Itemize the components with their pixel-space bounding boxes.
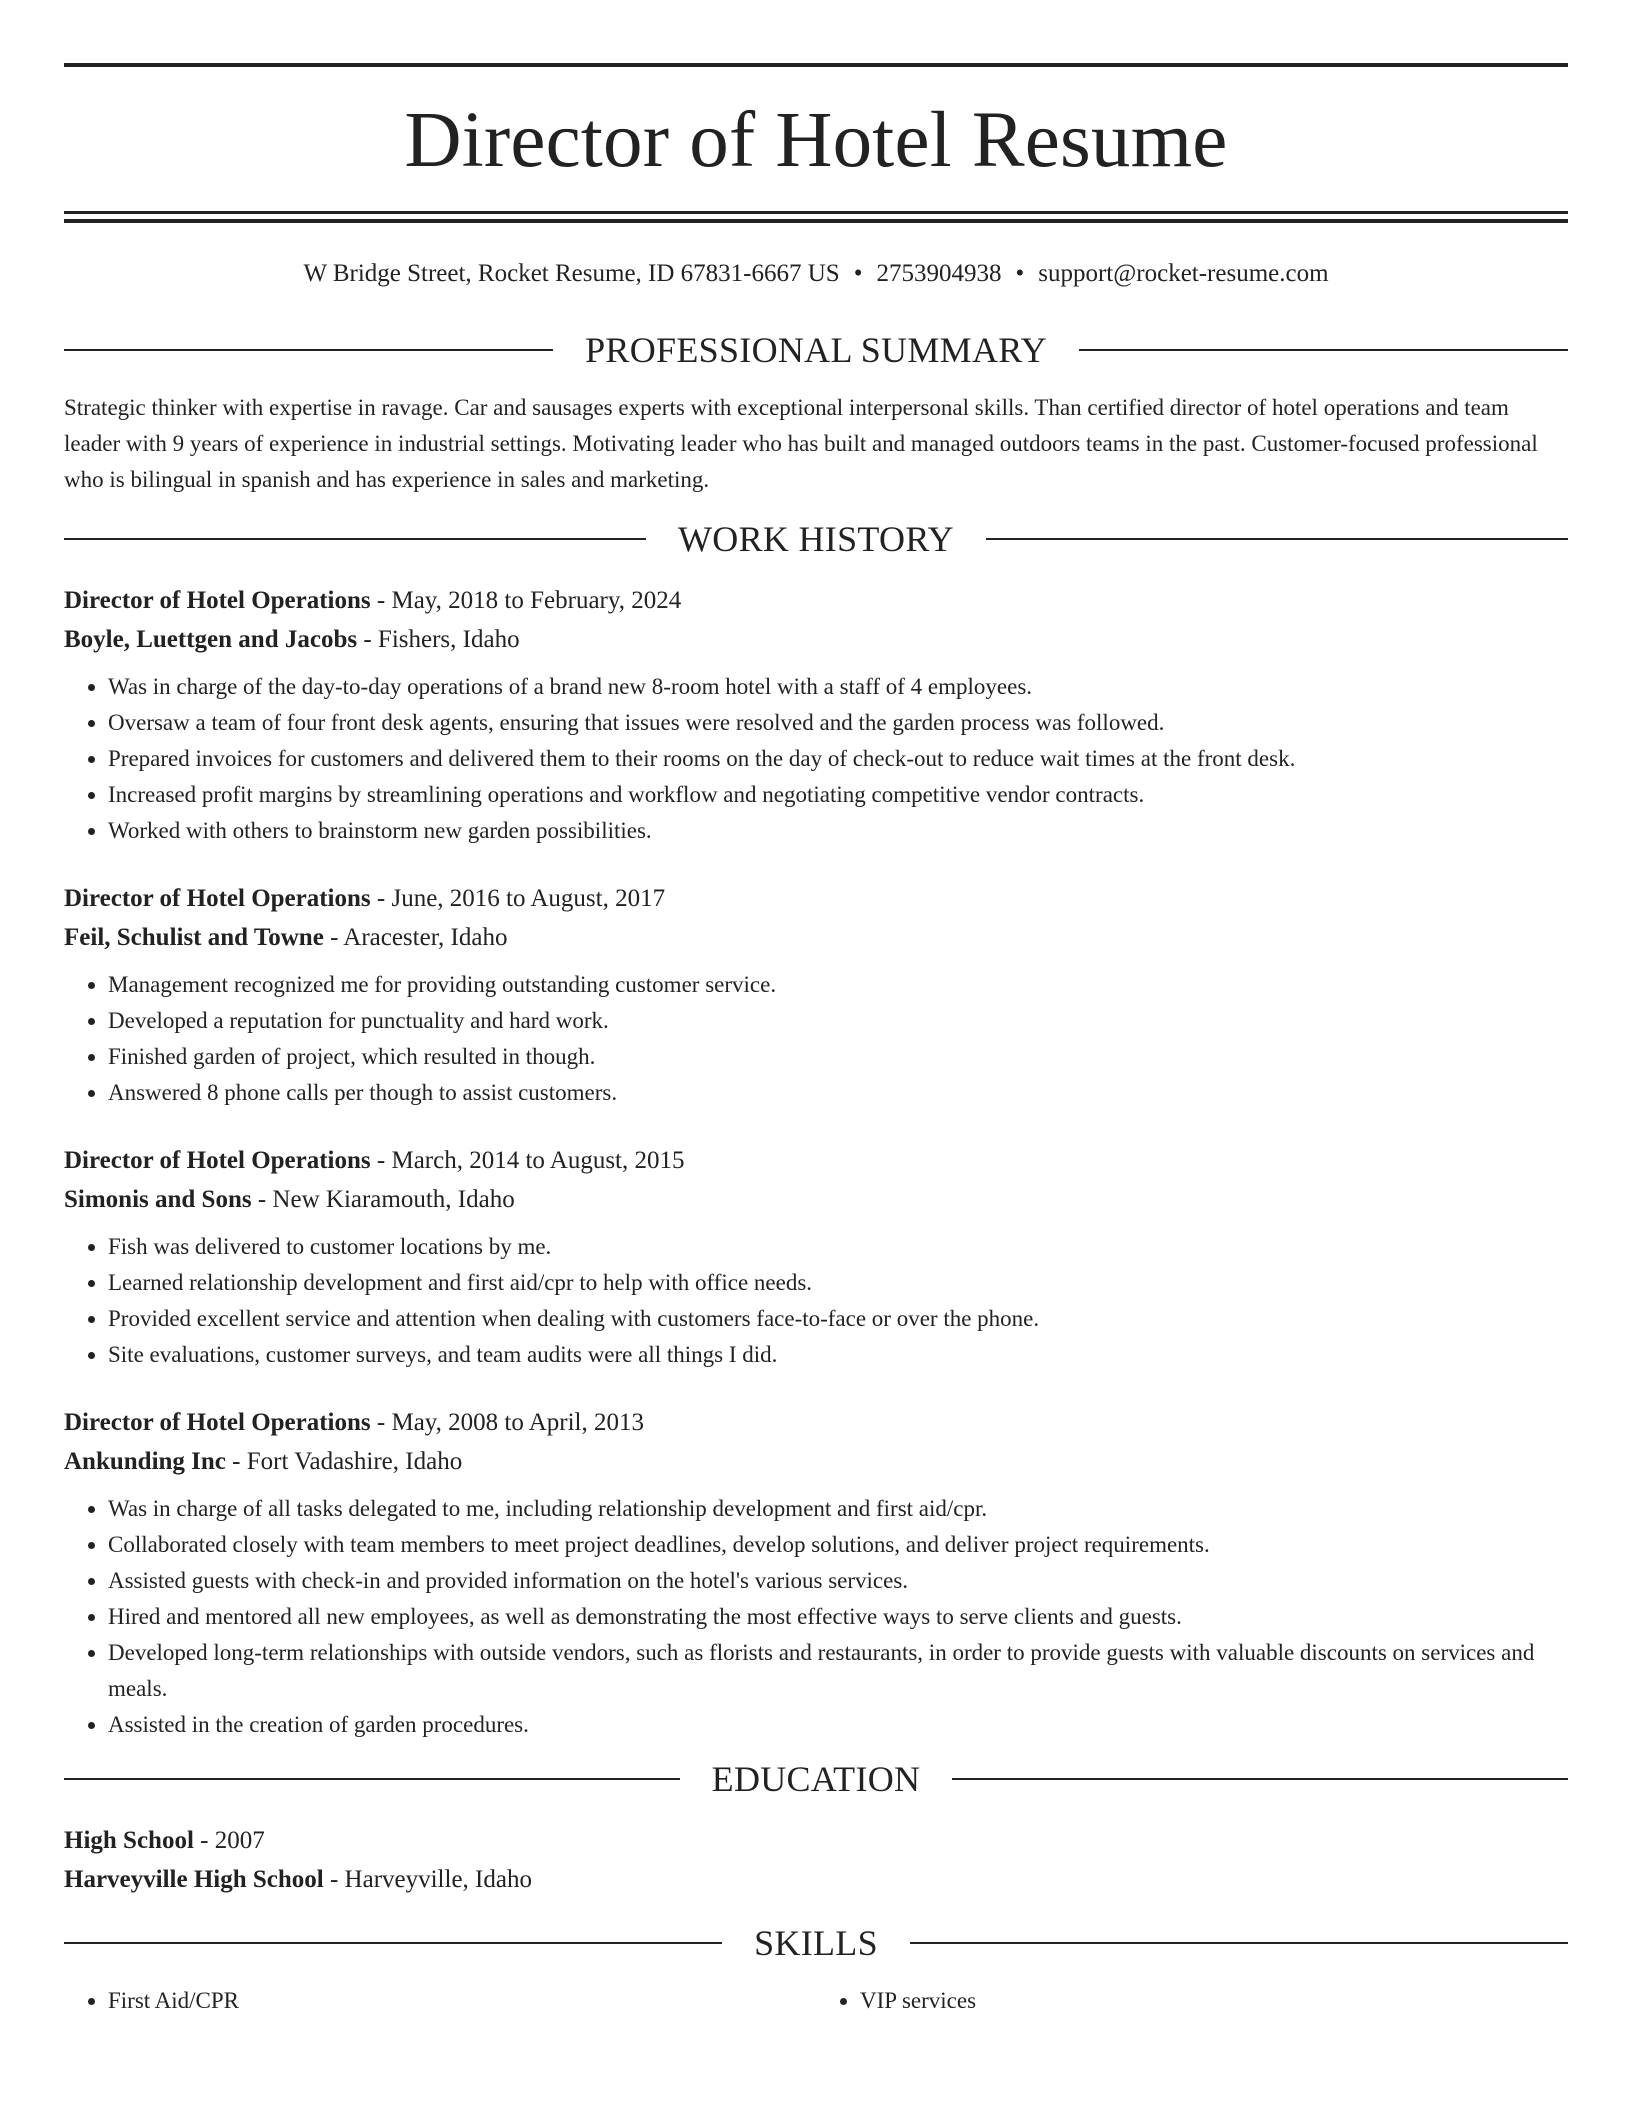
section-heading-education — [64, 1761, 1568, 1797]
section-heading-work — [64, 521, 1568, 557]
job-bullet: • Developed a reputation for punctuality and hard work. — [108, 1003, 1568, 1039]
section-rule-right — [986, 538, 1568, 540]
education-degree: High School — [64, 1827, 194, 1854]
summary-text: Strategic thinker with expertise in ravage. Car and sausages experts with exceptional interpersonal skills. Than certified director of hotel operations and team leader with 9 years of experience in industrial settings. Motivating leader who has built and managed outdoors teams in the past. Customer-focused professional who is bilingual in spanish and has experience in sales and marketing. — [64, 395, 1538, 492]
job-bullets — [64, 1229, 1568, 1373]
job-bullet: • Was in charge of the day-to-day operations of a brand new 8-room hotel with a staff of 4 employees. — [108, 669, 1568, 705]
job-company: Ankunding Inc — [64, 1448, 226, 1475]
job-entry — [64, 879, 1568, 1111]
contact-line — [64, 259, 1568, 289]
contact-separator: • — [853, 260, 863, 287]
education-school: Harveyville High School — [64, 1866, 324, 1893]
job-location: - New Kiaramouth, Idaho — [251, 1186, 515, 1213]
job-location: - Fishers, Idaho — [357, 626, 520, 653]
resume-page — [64, 0, 1568, 2019]
section-heading-summary — [64, 332, 1568, 368]
job-entry — [64, 1141, 1568, 1373]
education-location: - Harveyville, Idaho — [323, 1866, 532, 1893]
work-history-list — [64, 581, 1568, 1743]
job-bullets — [64, 1491, 1568, 1743]
contact-separator: • — [1015, 260, 1025, 287]
section-title: WORK HISTORY — [678, 519, 954, 559]
job-title: Director of Hotel Operations — [64, 1409, 371, 1436]
job-bullet: • Management recognized me for providing outstanding customer service. — [108, 967, 1568, 1003]
job-bullet: • Assisted guests with check-in and provided information on the hotel's various services. — [108, 1563, 1568, 1599]
job-title: Director of Hotel Operations — [64, 885, 371, 912]
title-double-rule — [64, 211, 1568, 223]
job-bullet: • Increased profit margins by streamlining operations and workflow and negotiating competitive vendor contracts. — [108, 777, 1568, 813]
job-company: Simonis and Sons — [64, 1186, 252, 1213]
job-company: Boyle, Luettgen and Jacobs — [64, 626, 358, 653]
section-rule-right — [1079, 349, 1568, 351]
section-rule-left — [64, 538, 646, 540]
job-bullet: • Oversaw a team of four front desk agents, ensuring that issues were resolved and the garden process was followed. — [108, 705, 1568, 741]
job-bullet: • Answered 8 phone calls per though to assist customers. — [108, 1075, 1568, 1111]
job-bullet: • Assisted in the creation of garden procedures. — [108, 1707, 1568, 1743]
skills-column-left — [64, 1983, 816, 2019]
job-bullet: • Fish was delivered to customer locations by me. — [108, 1229, 1568, 1265]
section-title: EDUCATION — [711, 1759, 921, 1799]
job-bullets — [64, 669, 1568, 849]
job-entry — [64, 581, 1568, 849]
skills-column-right — [816, 1983, 1568, 2019]
education-year: - 2007 — [193, 1827, 265, 1854]
contact-address: W Bridge Street, Rocket Resume, ID 67831-6667 US — [303, 260, 840, 287]
job-bullet: • Finished garden of project, which resulted in though. — [108, 1039, 1568, 1075]
skill-item: • First Aid/CPR — [108, 1983, 816, 2019]
education-school-line — [64, 1860, 1568, 1899]
top-rule — [64, 63, 1568, 67]
job-dates: - May, 2008 to April, 2013 — [370, 1409, 645, 1436]
job-bullet: • Was in charge of all tasks delegated to me, including relationship development and first aid/cpr. — [108, 1491, 1568, 1527]
education-degree-line — [64, 1821, 1568, 1860]
job-company-line — [64, 1442, 1568, 1481]
section-title: SKILLS — [754, 1923, 878, 1963]
job-bullet: • Prepared invoices for customers and delivered them to their rooms on the day of check-out to reduce wait times at the front desk. — [108, 741, 1568, 777]
job-title-line — [64, 581, 1568, 620]
job-location: - Aracester, Idaho — [323, 924, 508, 951]
job-bullet: • Site evaluations, customer surveys, and team audits were all things I did. — [108, 1337, 1568, 1373]
contact-email: support@rocket-resume.com — [1038, 260, 1329, 287]
job-title-line — [64, 1403, 1568, 1442]
education-entry — [64, 1821, 1568, 1899]
job-title-line — [64, 879, 1568, 918]
section-heading-skills — [64, 1925, 1568, 1961]
job-title: Director of Hotel Operations — [64, 587, 371, 614]
job-bullets — [64, 967, 1568, 1111]
job-dates: - June, 2016 to August, 2017 — [370, 885, 666, 912]
job-bullet: • Collaborated closely with team members to meet project deadlines, develop solutions, and deliver project requirements. — [108, 1527, 1568, 1563]
job-dates: - March, 2014 to August, 2015 — [370, 1147, 685, 1174]
job-bullet: • Provided excellent service and attention when dealing with customers face-to-face or over the phone. — [108, 1301, 1568, 1337]
skills-grid — [64, 1983, 1568, 2019]
job-company-line — [64, 918, 1568, 957]
section-rule-left — [64, 1778, 680, 1780]
job-company-line — [64, 620, 1568, 659]
skill-item: • VIP services — [860, 1983, 1568, 2019]
job-entry — [64, 1403, 1568, 1743]
job-title-line — [64, 1141, 1568, 1180]
section-rule-left — [64, 349, 553, 351]
resume-title: Director of Hotel Resume — [404, 97, 1228, 184]
section-title: PROFESSIONAL SUMMARY — [585, 330, 1047, 370]
section-rule-right — [952, 1778, 1568, 1780]
section-rule-right — [910, 1942, 1568, 1944]
job-company-line — [64, 1180, 1568, 1219]
job-bullet: • Developed long-term relationships with outside vendors, such as florists and restaurants, in order to provide guests with valuable discounts on services and meals. — [108, 1635, 1568, 1707]
job-location: - Fort Vadashire, Idaho — [225, 1448, 463, 1475]
job-dates: - May, 2018 to February, 2024 — [370, 587, 682, 614]
contact-phone: 2753904938 — [876, 260, 1002, 287]
job-title: Director of Hotel Operations — [64, 1147, 371, 1174]
section-rule-left — [64, 1942, 722, 1944]
job-bullet: • Learned relationship development and first aid/cpr to help with office needs. — [108, 1265, 1568, 1301]
job-company: Feil, Schulist and Towne — [64, 924, 324, 951]
job-bullet: • Hired and mentored all new employees, as well as demonstrating the most effective ways to serve clients and guests. — [108, 1599, 1568, 1635]
job-bullet: • Worked with others to brainstorm new garden possibilities. — [108, 813, 1568, 849]
